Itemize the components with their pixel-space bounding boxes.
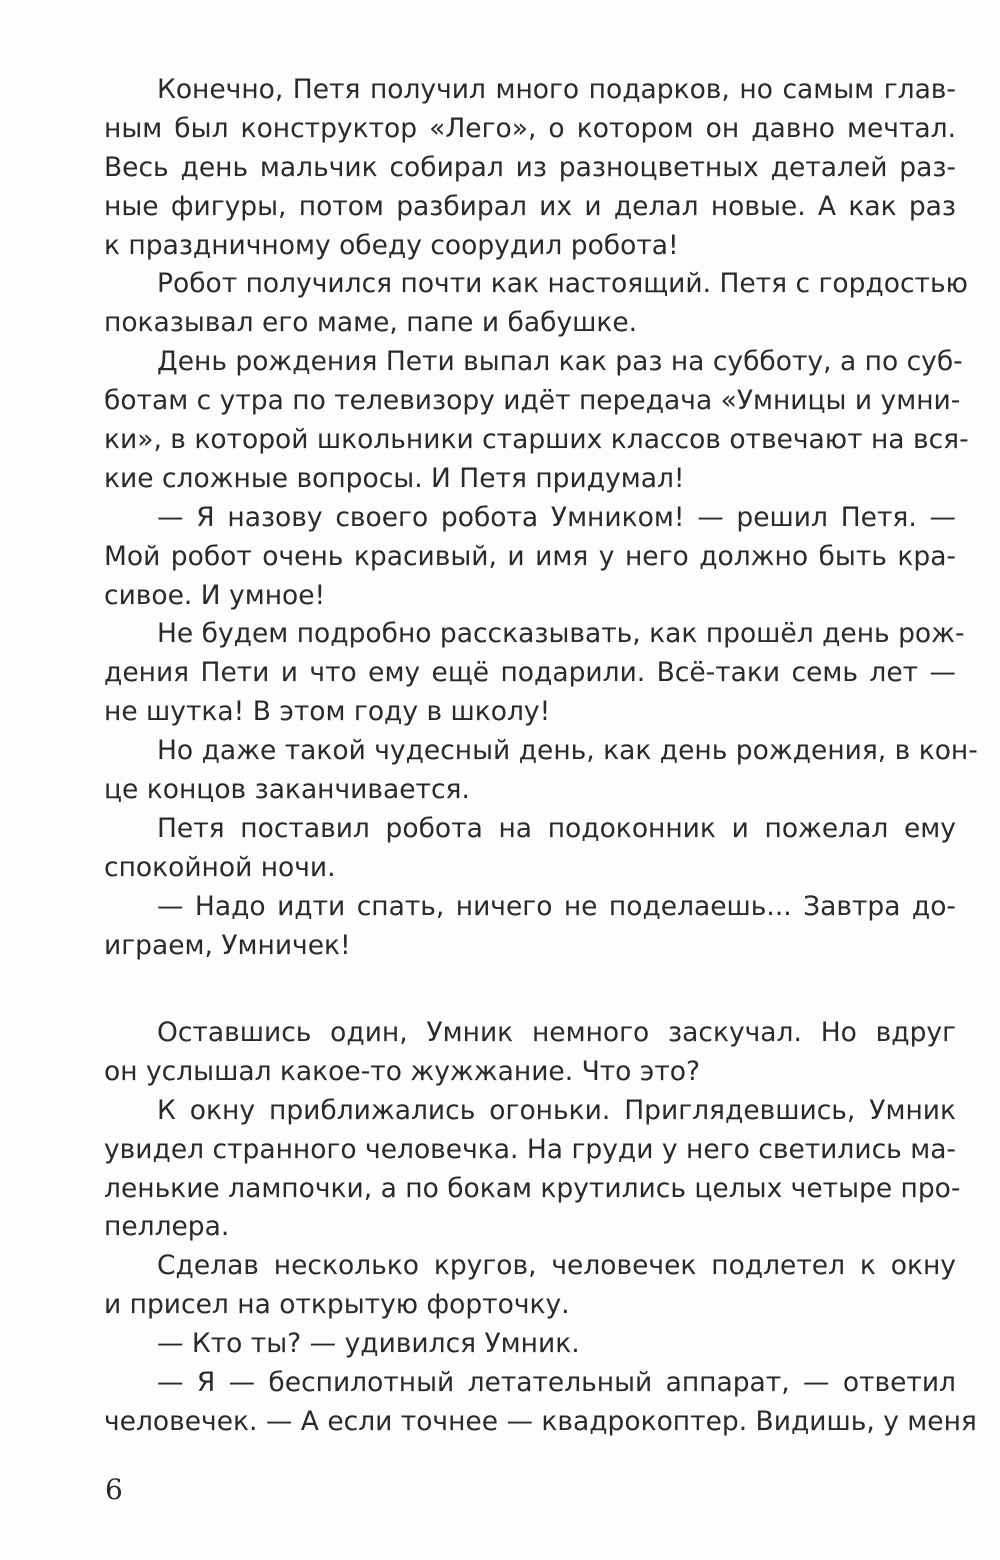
- text-line: сивое. И умное!: [104, 579, 326, 611]
- text-line: Не будем подробно рассказывать, как прошёл день рож-: [157, 618, 965, 650]
- text-line: К окну приближались огоньки. Приглядевшись, Умник: [157, 1094, 956, 1126]
- text-line: це концов заканчивается.: [104, 774, 470, 806]
- text-line: не шутка! В этом году в школу!: [104, 696, 551, 728]
- text-line: Сделав несколько кругов, человечек подлетел к окну: [157, 1250, 956, 1282]
- text-line: Весь день мальчик собирал из разноцветных деталей раз-: [104, 151, 956, 183]
- text-line: он услышал какое-то жужжание. Что это?: [104, 1055, 701, 1087]
- text-line: пеллера.: [104, 1211, 230, 1243]
- text-line: ботам с утра по телевизору идёт передача «Умницы и умни-: [104, 385, 961, 417]
- text-line: спокойной ночи.: [104, 851, 336, 883]
- text-line: Конечно, Петя получил много подарков, но самым глав-: [157, 74, 956, 105]
- text-line: ленькие лампочки, а по бокам крутились целых четыре про-: [104, 1172, 961, 1204]
- text-line: играем, Умничек!: [104, 929, 351, 961]
- text-block-1: [104, 71, 978, 965]
- text-line: ные фигуры, потом разбирал их и делал новые. А как раз: [104, 190, 956, 222]
- text-line: — Я назову своего робота Умником! — решил Петя. —: [157, 501, 956, 533]
- text-line: Но даже такой чудесный день, как день рождения, в кон-: [157, 735, 978, 767]
- text-line: День рождения Пети выпал как раз на субботу, а по суб-: [157, 346, 963, 378]
- text-line: кие сложные вопросы. И Петя придумал!: [104, 462, 685, 494]
- text-line: увидел странного человечка. На груди у него светились ма-: [104, 1133, 956, 1165]
- text-line: Оставшись один, Умник немного заскучал. Но вдруг: [157, 1017, 956, 1048]
- text-line: Робот получился почти как настоящий. Петя с гордостью: [157, 268, 968, 300]
- text-block-2: [104, 1014, 977, 1442]
- text-line: ки», в которой школьники старших классов отвечают на вся-: [104, 424, 969, 456]
- text-line: — Надо идти спать, ничего не поделаешь... Завтра до-: [157, 890, 956, 922]
- text-line: Мой робот очень красивый, и имя у него должно быть кра-: [104, 540, 956, 572]
- text-line: и присел на открытую форточку.: [104, 1289, 570, 1321]
- text-line: к праздничному обеду соорудил робота!: [104, 229, 679, 261]
- page-number: 6: [105, 1473, 123, 1506]
- text-line: показывал его маме, папе и бабушке.: [104, 307, 638, 339]
- text-line: Петя поставил робота на подоконник и пожелал ему: [157, 812, 956, 844]
- text-line: ным был конструктор «Лего», о котором он давно мечтал.: [104, 112, 956, 144]
- text-line: — Я — беспилотный летательный аппарат, — ответил: [157, 1367, 956, 1399]
- text-line: — Кто ты? — удивился Умник.: [157, 1328, 580, 1360]
- text-line: человечек. — А если точнее — квадрокоптер. Видишь, у меня: [104, 1405, 977, 1437]
- text-line: дения Пети и что ему ещё подарили. Всё-таки семь лет —: [104, 657, 956, 689]
